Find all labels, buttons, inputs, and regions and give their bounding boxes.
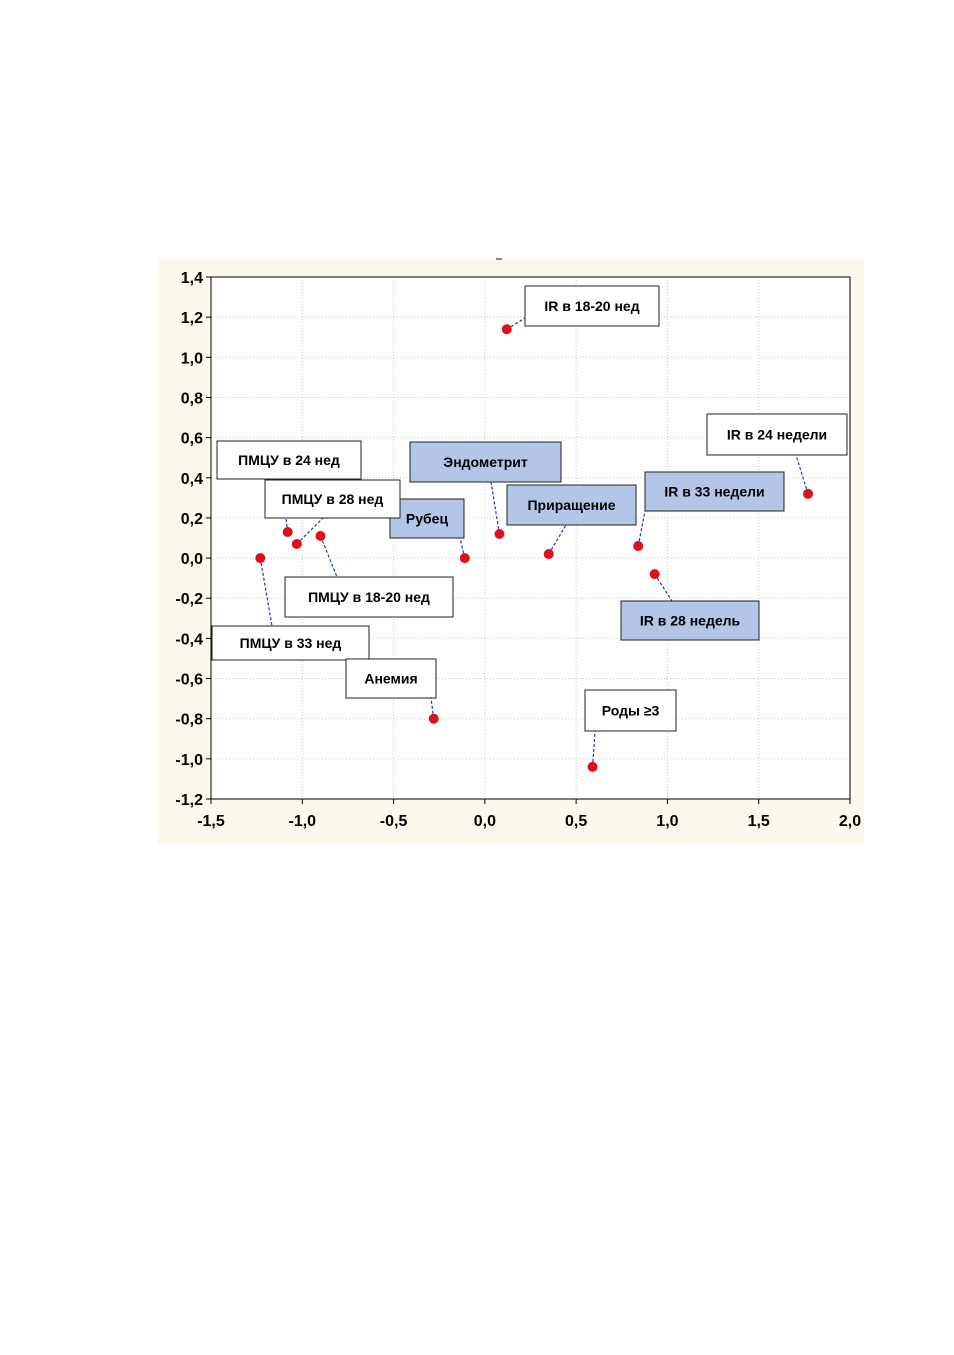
x-tick-label: -1,0 <box>288 813 317 830</box>
data-point <box>292 539 302 549</box>
x-tick-label: 0,5 <box>565 813 588 830</box>
point-label: ПМЦУ в 28 нед <box>281 491 384 507</box>
point-label: IR в 24 недели <box>726 426 828 443</box>
point-label: ПМЦУ в 33 нед <box>239 635 342 651</box>
y-tick-label: -0,4 <box>175 631 203 649</box>
x-tick-label: -0,5 <box>379 813 408 830</box>
data-point <box>650 569 660 579</box>
y-tick-label: -0,6 <box>175 671 203 689</box>
x-tick-label: 1,5 <box>747 813 770 830</box>
x-tick-label: 1,0 <box>656 813 679 830</box>
y-tick-label: 1,4 <box>180 270 203 287</box>
point-label: ПМЦУ в 24 нед <box>238 452 340 468</box>
data-point <box>255 553 265 563</box>
x-tick-label: -1,5 <box>197 813 225 830</box>
data-point <box>502 324 512 334</box>
y-tick-label: 0,0 <box>180 551 203 569</box>
data-point <box>544 549 554 559</box>
y-tick-label: 1,2 <box>180 310 203 328</box>
y-tick-label: -1,0 <box>175 751 203 769</box>
data-point <box>633 541 643 551</box>
point-label: IR в 33 недели <box>664 483 765 500</box>
data-point <box>460 553 470 563</box>
plot-area <box>211 277 850 799</box>
x-tick-label: 2,0 <box>838 813 862 830</box>
data-point <box>283 527 293 537</box>
data-point <box>803 489 813 499</box>
y-tick-label: 1,0 <box>180 350 203 368</box>
data-point <box>588 762 598 772</box>
y-tick-label: -0,2 <box>175 591 203 609</box>
data-point <box>316 531 326 541</box>
y-tick-label: 0,8 <box>180 390 203 408</box>
point-label: Роды ≥3 <box>601 702 660 719</box>
point-label: Анемия <box>364 670 418 687</box>
y-tick-label: 0,4 <box>180 470 203 488</box>
point-label: ПМЦУ в 18-20 нед <box>308 589 430 605</box>
y-tick-label: 0,6 <box>180 430 203 448</box>
point-label: IR в 18-20 нед <box>544 298 640 314</box>
top-marker <box>496 258 502 260</box>
point-label: Рубец <box>405 510 449 527</box>
point-label: Приращение <box>527 497 616 513</box>
data-point <box>494 529 504 539</box>
y-tick-label: -1,2 <box>175 792 203 809</box>
point-label: Эндометрит <box>443 454 528 470</box>
point-label: IR в 28 недель <box>639 612 741 629</box>
data-point <box>429 714 439 724</box>
y-tick-label: -0,8 <box>175 711 203 729</box>
x-tick-label: 0,0 <box>473 813 496 830</box>
y-tick-label: 0,2 <box>180 510 203 528</box>
